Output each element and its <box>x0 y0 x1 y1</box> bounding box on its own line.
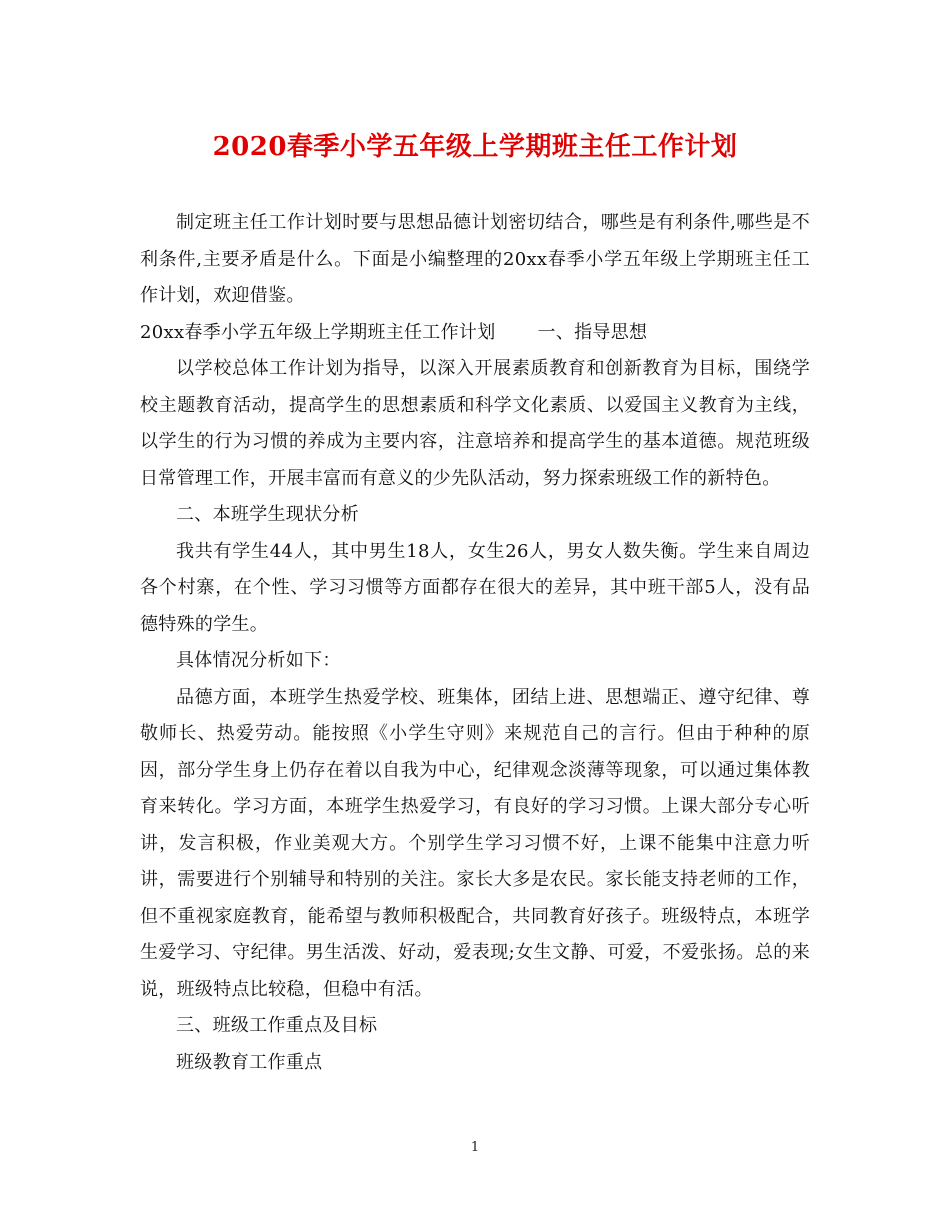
document-title: 2020春季小学五年级上学期班主任工作计划 <box>212 132 738 162</box>
section2-paragraph: 我共有学生44人，其中男生18人，女生26人，男女人数失衡。学生来自周边各个村寨，在个性、学习习惯等方面都存在很大的差异，其中班干部5人，没有品德特殊的学生。 <box>140 540 810 635</box>
analysis-paragraph: 品德方面，本班学生热爱学校、班集体，团结上进、思想端正、遵守纪律、尊敬师长、热爱劳动。能按照《小学生守则》来规范自己的言行。但由于种种的原因，部分学生身上仍存在着以自我为中心，纪律观念淡薄等现象，可以通过集体教育来转化。学习方面，本班学生热爱学习，有良好的学习习惯。上课大部分专心听讲，发言积极，作业美观大方。个别学生学习习惯不好，上课不能集中注意力听讲，需要进行个别辅导和特别的关注。家长大多是农民。家长能支持老师的工作，但不重视家庭教育，能希望与教师积极配合，共同教育好孩子。班级特点，本班学生爱学习、守纪律。男生活泼、好动，爱表现;女生文静、可爱，不爱张扬。总的来说，班级特点比较稳，但稳中有活。 <box>140 686 810 1000</box>
section2-heading: 二、本班学生现状分析 <box>176 504 359 525</box>
subtitle-line-container <box>140 315 810 352</box>
section1-paragraph: 以学校总体工作计划为指导，以深入开展素质教育和创新教育为目标，围绕学校主题教育活动，提高学生的思想素质和科学文化素质、以爱国主义教育为主线，以学生的行为习惯的养成为主要内容，注意培养和提高学生的基本道德。规范班级日常管理工作，开展丰富而有意义的少先队活动，努力探索班级工作的新特色。 <box>140 358 810 489</box>
section1-heading: 一、指导思想 <box>537 321 648 343</box>
document-body <box>140 205 810 1081</box>
page-number: 1 <box>470 1140 480 1155</box>
intro-paragraph: 制定班主任工作计划时要与思想品德计划密切结合，哪些是有利条件,哪些是不利条件,主要矛盾是什么。下面是小编整理的20xx春季小学五年级上学期班主任工作计划，欢迎借鉴。 <box>140 212 810 306</box>
section3-subheading: 班级教育工作重点 <box>176 1051 323 1073</box>
subtitle-line: 20xx春季小学五年级上学期班主任工作计划 <box>140 321 496 343</box>
analysis-heading: 具体情况分析如下： <box>176 650 341 671</box>
section3-heading: 三、班级工作重点及目标 <box>176 1015 378 1036</box>
